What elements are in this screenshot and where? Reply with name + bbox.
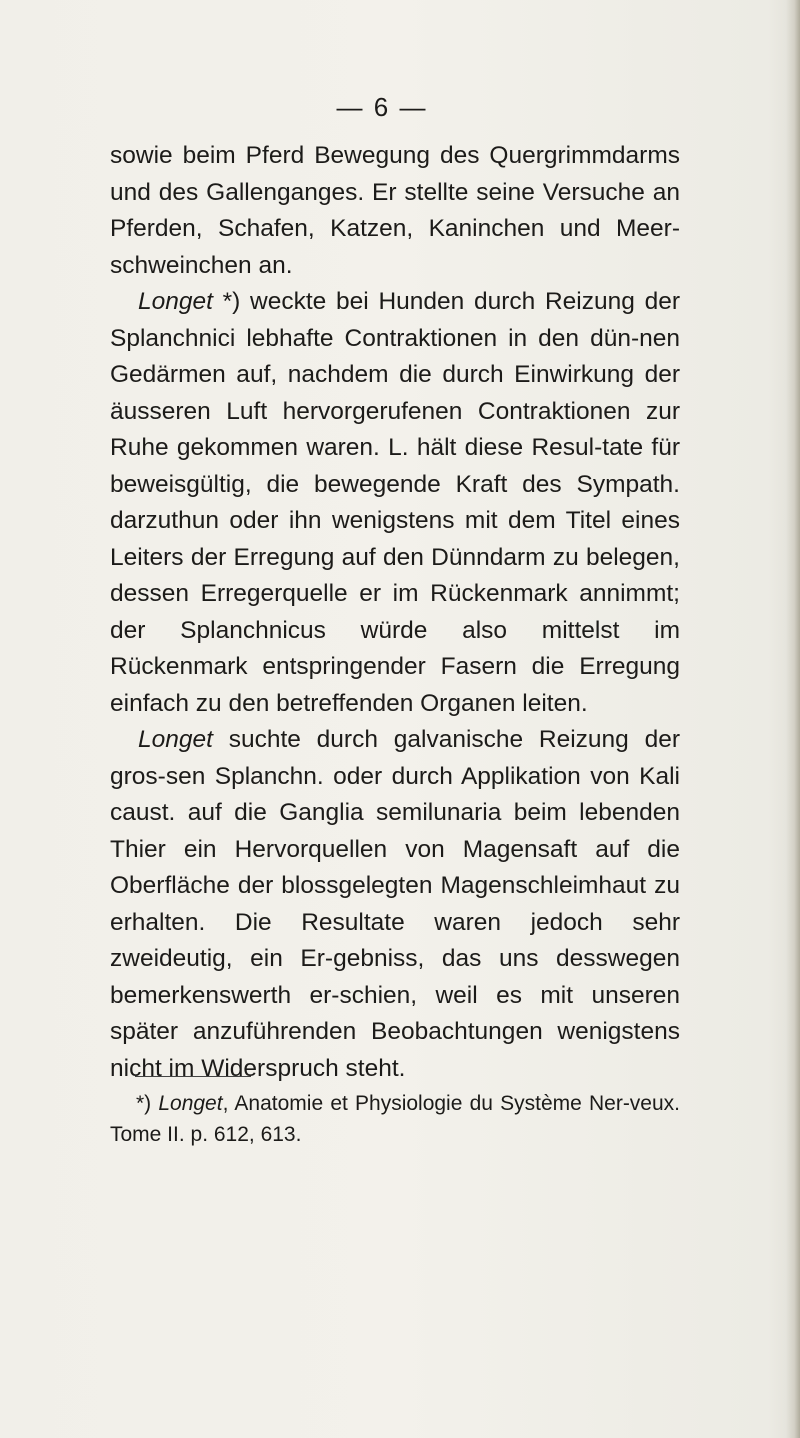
- paragraph-3-text: suchte durch galvanische Reizung der gros-sen Splanchn. oder durch Applikation von Kali caust. auf die Ganglia semilunaria beim lebenden Thier ein Hervorquellen von Magensaft auf die Oberfläche der blossgelegten Magenschleimhaut zu erhalten. Die Resultate waren jedoch sehr zweideutig, ein Er-gebniss, das uns desswegen bemerkenswerth er-schien, weil es mit unseren später anzuführenden Beobachtungen wenigstens nicht im Widerspruch steht.: [110, 726, 680, 1082]
- footnote-marker: *): [136, 1092, 159, 1115]
- paragraph-3-author: Longet: [138, 726, 213, 753]
- footnote-paragraph: [110, 1088, 680, 1150]
- paragraph-2-author: Longet: [138, 288, 213, 315]
- page-edge-shadow: [786, 0, 800, 1438]
- paragraph-3: [110, 722, 680, 1087]
- footnote-separator: [135, 1076, 251, 1077]
- footnote-text: , Anatomie et Physiologie du Système Ner-veux. Tome II. p. 612, 613.: [110, 1092, 681, 1146]
- paragraph-2: [110, 284, 680, 722]
- page-number: — 6 —: [336, 92, 428, 122]
- paragraph-2-text: *) weckte bei Hunden durch Reizung der Splanchnici lebhafte Contraktionen in den dün-nen Gedärmen auf, nachdem die durch Einwirkung der äusseren Luft hervorgerufenen Contraktionen zur Ruhe gekommen waren. L. hält diese Resul-tate für beweisgültig, die bewegende Kraft des Sympath. darzuthun oder ihn wenigstens mit dem Titel eines Leiters der Erregung auf den Dünndarm zu belegen, dessen Erregerquelle er im Rückenmark annimmt; der Splanchnicus würde also mittelst im Rückenmark entspringender Fasern die Erregung einfach zu den betreffenden Organen leiten.: [110, 288, 680, 717]
- paragraph-1: [110, 138, 680, 284]
- paragraph-1-text: sowie beim Pferd Bewegung des Quergrimmdarms und des Gallenganges. Er stellte seine Versuche an Pferden, Schafen, Katzen, Kaninchen und Meer-schweinchen an.: [110, 142, 680, 279]
- footnote-author: Longet: [158, 1092, 223, 1115]
- main-text: [110, 138, 680, 1087]
- footnote: [110, 1088, 680, 1150]
